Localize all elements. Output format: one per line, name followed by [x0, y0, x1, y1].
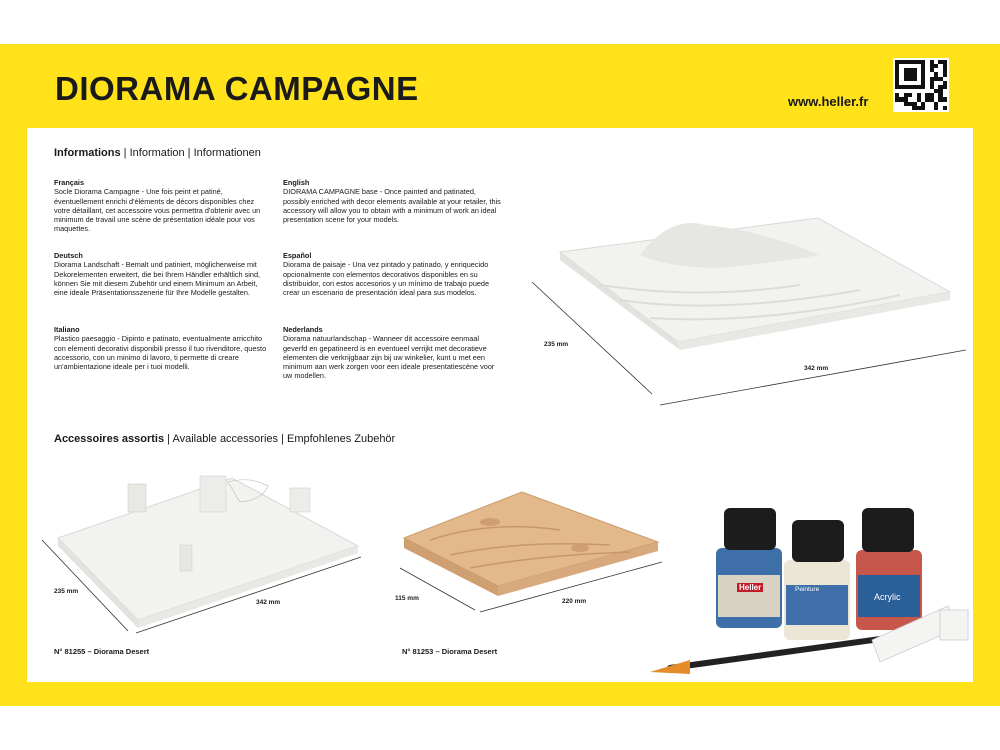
lang-block-es: Español Diorama de paisaje - Una vez pintado y patinado, y enriquecido opcionalmente con elementos decorativos disponibles en su distribuidor, con estos accesorios y un mínimo de trabajo puede crear un escenario de presentación ideal para sus modelos. — [283, 251, 490, 298]
paint-peinture-label: Peinture — [795, 586, 820, 593]
accessory-1-depth-label: 235 mm — [54, 588, 79, 595]
website-link[interactable]: www.heller.fr — [788, 94, 869, 109]
accessories-heading: Accessoires assortis | Available accessories | Empfohlenes Zubehör — [54, 433, 396, 445]
lang-block-en: English DIORAMA CAMPAGNE base - Once painted and patinated, possibly enriched with decor elements available at your retailer, this accessory will allow you to obtain with a minimum of work an ideal presentation scene for your models. — [283, 178, 501, 225]
accessory-2-width-label: 220 mm — [562, 598, 587, 605]
page-title: DIORAMA CAMPAGNE — [55, 70, 419, 107]
accessory-1-caption: N° 81255 – Diorama Desert — [54, 647, 150, 656]
accessory-1-width-label: 342 mm — [256, 599, 281, 606]
accessory-2-caption: N° 81253 – Diorama Desert — [402, 647, 498, 656]
lang-block-nl: Nederlands Diorama natuurlandschap - Wanneer dit accessoire eenmaal geverfd en gepatineerd is en eventueel verrijkt met decoratieve elementen die verkrijgbaar zijn bij uw winkelier, kunt u met een minimum aan werk zorgen voor een ideale presentatiescène voor uw modellen. — [283, 325, 495, 381]
informations-heading: Informations | Information | Informationen — [54, 147, 261, 159]
main-width-label: 342 mm — [804, 365, 829, 372]
main-depth-label: 235 mm — [544, 341, 569, 348]
lang-block-de: Deutsch Diorama Landschaft - Bemalt und patiniert, möglicherweise mit Dekorelementen erweitert, die bei Ihrem Händler erhältlich sind, können Sie mit diesem Zubehör und einem Minimum an Arbeit, eine ideale Präsentationsszenerie für Ihre Modelle gestalten. — [54, 251, 261, 298]
paint-brand-label: Heller — [739, 583, 762, 592]
lang-block-fr: Français Socle Diorama Campagne - Une fois peint et patiné, éventuellement enrichi d'éléments de décors disponibles chez votre détaillant, cet accessoire vous permettra d'obtenir avec un minimum de travail une scène de présentation idéale pour vos maquettes. — [54, 178, 261, 234]
paint-acrylic-label: Acrylic — [874, 592, 901, 602]
accessory-2-depth-label: 115 mm — [395, 595, 419, 602]
lang-block-it: Italiano Plastico paesaggio - Dipinto e patinato, eventualmente arricchito con elementi decorativi disponibili presso il tuo rivenditore, questo accessorio, con un minimo di lavoro, ti permette di creare un'ambientazione ideale per i tuoi modelli. — [54, 325, 267, 372]
